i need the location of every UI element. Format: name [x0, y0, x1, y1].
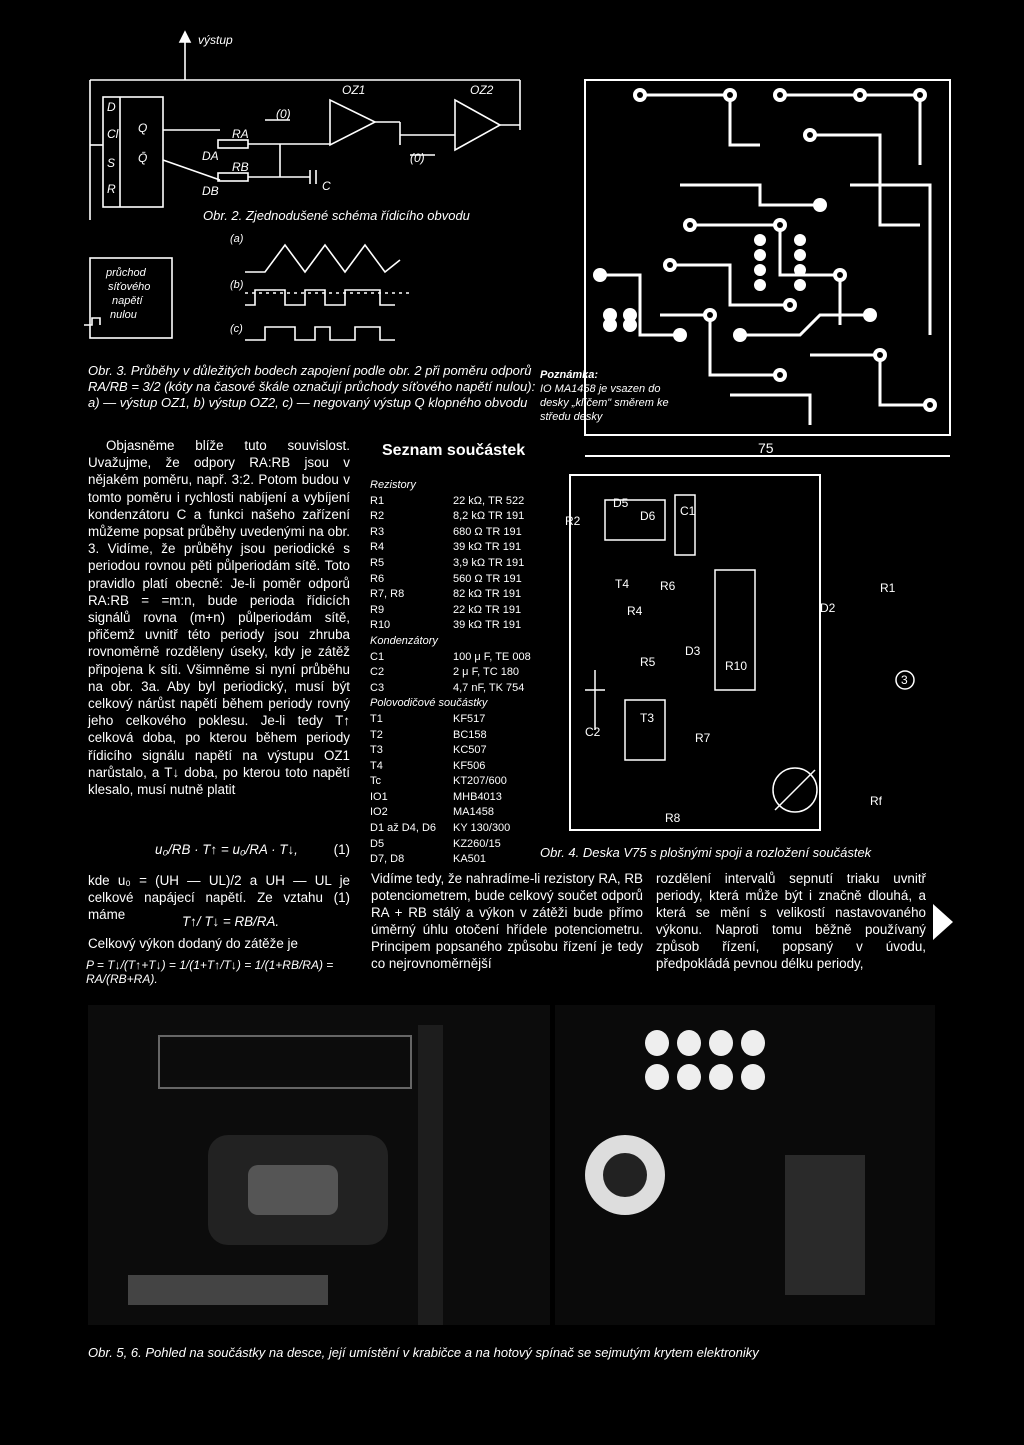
body-text: Objasněme blíže tuto souvislost. Uvažujme, že odpory RA:RB jsou v nějakém poměru, např. 3:2. Potom budou v tomto poměru i rychlosti nabíjení a vybíjení kondenzátoru C a funkci našeho zařízení můžeme popsat průběhy uvedenými na obr. 3. Vidíme, že průběhy jsou periodické s periodou rovnou pěti půlperiodám sítě. Toto pravidlo platí obecně: Je-li poměr odporů RA:RB = =m:n, bude perioda řídicích signálů rovna (m+n) půlperiodám sítě, přičemž uvnitř této periody jsou zhruba rovnoměrně rozděleny úseky, kdy je zátěž připojena k síti. Všimněme si nyní průběhu na obr. 3a. Aby byl periodický, musí být celkový nárůst napětí během periody rovný jeho celkového poklesu. Je-li tedy T↑ celková doba, po kterou během periody řídicího signálu napětí na výstupu OZ1 narůstalo, a T↓ doba, po kterou toto napětí klesalo, musí nutně platit: [88, 438, 350, 798]
parts-section-title: Rezistory: [370, 479, 416, 491]
layout-r1: R1: [880, 581, 896, 595]
fig3-trace-c: (c): [230, 323, 243, 335]
layout-c2: C2: [585, 725, 601, 739]
dimension-label: 75: [758, 440, 774, 456]
fig2-da: DA: [202, 149, 219, 163]
part-value: 39 kΩ TR 191: [453, 619, 522, 632]
layout-r4: R4: [627, 604, 643, 618]
part-designator: R5: [370, 556, 385, 569]
after-eq1: kde u₀ = (UH — UL)/2 a UH — UL je celkové napájecí napětí. Ze vztahu (1) máme: [88, 873, 350, 923]
layout-d3: D3: [685, 644, 701, 658]
parts-list-title: Seznam součástek: [382, 442, 526, 459]
part-value: 4,7 nF, TK 754: [453, 681, 525, 694]
part-value: KT207/600: [453, 775, 507, 788]
parts-list-row: [370, 852, 560, 868]
layout-r5: R5: [640, 655, 656, 669]
parts-list-row: [370, 509, 560, 525]
part-designator: C3: [370, 681, 385, 694]
fig2-zero-a: (0): [276, 107, 291, 121]
part-designator: Tc: [370, 775, 381, 788]
parts-list-row: [370, 728, 560, 744]
fig3-zc-4: nulou: [110, 309, 137, 321]
parts-section-title: Polovodičové součástky: [370, 697, 488, 710]
fig2-rb: RB: [232, 160, 249, 174]
parts-list-row: [370, 540, 560, 556]
fig3-zc-2: síťového: [108, 281, 151, 293]
part-value: 560 Ω TR 191: [453, 572, 522, 585]
fig2-oz2: OZ2: [470, 83, 494, 97]
parts-list-row: [370, 821, 560, 837]
part-designator: R3: [370, 525, 385, 538]
equation-1-number: (1): [333, 842, 350, 857]
pcb-note: [540, 368, 690, 424]
photo-board-left: [88, 1005, 550, 1325]
part-designator: T2: [370, 728, 383, 741]
part-value: BC158: [453, 728, 487, 741]
part-designator: R2: [370, 510, 385, 523]
part-value: KA501: [453, 853, 487, 866]
fig2-ff-r: R: [107, 182, 116, 196]
part-designator: T3: [370, 744, 383, 757]
part-value: 22 kΩ TR 191: [453, 603, 522, 616]
parts-list-row: [370, 681, 560, 697]
equation-2: T↑/ T↓ = RB/RA.: [182, 914, 280, 929]
fig2-ff-cl: Cl: [107, 127, 119, 141]
part-designator: R10: [370, 619, 391, 632]
parts-list-row: [370, 743, 560, 759]
column-2-text: Vidíme tedy, že nahradíme-li rezistory RA, RB potenciometrem, bude celkový součet odporů RA + RB stálý a výkon v zátěži bude přímo úměrný úhlu otočení hřídele potenciometru. Principem popsaného způsobu řízení je tedy co nejrovnoměrnější: [371, 871, 643, 971]
fig2-ra: RA: [232, 127, 249, 141]
continue-arrow-icon: [933, 904, 953, 940]
parts-list-row: [370, 759, 560, 775]
part-designator: R1: [370, 494, 385, 507]
part-value: 3,9 kΩ TR 191: [453, 556, 525, 569]
parts-list-row: [370, 525, 560, 541]
fig2-zero-b: (0): [410, 151, 425, 165]
part-designator: IO2: [370, 806, 388, 819]
equation-1: [90, 842, 350, 857]
parts-list-row: [370, 805, 560, 821]
layout-r7: R7: [695, 731, 711, 745]
body-paragraph: [88, 437, 350, 798]
part-value: KC507: [453, 744, 487, 757]
fig2-ff-s: S: [107, 156, 116, 170]
photo-finished-switch: [555, 1005, 935, 1325]
fig2-ff-d: D: [107, 100, 116, 114]
parts-list-row: [370, 494, 560, 510]
figure-2-schematic: [80, 30, 550, 235]
part-value: KZ260/15: [453, 837, 501, 850]
parts-list-row: [370, 774, 560, 790]
fig3-zc-3: napětí: [112, 295, 143, 307]
layout-rf: Rf: [870, 794, 882, 808]
equation-1-text: u₀/RB · T↑ = u₀/RA · T↓,: [155, 842, 298, 857]
fig3-caption: Obr. 3. Průběhy v důležitých bodech zapojení podle obr. 2 při poměru odporů RA/RB = 3/2 (kóty na časové škále označují průchody síťového napětí nulou): a) — výstup OZ1, b) výstup OZ2, c) — negovaný výstup Q klopného obvodu: [88, 363, 536, 410]
layout-t4: T4: [615, 577, 630, 591]
part-designator: C2: [370, 666, 385, 679]
layout-r2: R2: [565, 514, 581, 528]
part-value: 680 Ω TR 191: [453, 525, 522, 538]
parts-list-row: [370, 587, 560, 603]
part-designator: D5: [370, 837, 385, 850]
fig3-trace-a: (a): [230, 233, 244, 245]
part-value: 2 μ F, TC 180: [453, 666, 520, 679]
fig2-qbar: Q̄: [138, 151, 148, 165]
part-value: 22 kΩ, TR 522: [453, 494, 525, 507]
part-designator: R9: [370, 603, 385, 616]
parts-list-row: [370, 650, 560, 666]
part-value: MHB4013: [453, 790, 502, 803]
parts-list-row: [370, 665, 560, 681]
fig2-caption: Obr. 2. Zjednodušené schéma řídicího obvodu: [203, 208, 470, 223]
part-designator: IO1: [370, 790, 388, 803]
parts-list-row: [370, 790, 560, 806]
parts-list-row: [370, 618, 560, 634]
part-value: 8,2 kΩ TR 191: [453, 510, 525, 523]
power-line: Celkový výkon dodaný do zátěže je: [88, 936, 298, 951]
equation-3: P = T↓/(T↑+T↓) = 1/(1+T↑/T↓) = 1/(1+RB/RA) = RA/(RB+RA).: [86, 958, 334, 986]
layout-pin3: 3: [901, 673, 908, 687]
pcb-note-text: IO MA1458 je vsazen do desky „klíčem" směrem ke středu desky: [540, 383, 669, 423]
part-designator: C1: [370, 650, 385, 663]
part-designator: D7, D8: [370, 853, 405, 866]
part-value: KF506: [453, 759, 486, 772]
fig2-q: Q: [138, 121, 148, 135]
layout-d2: D2: [820, 601, 836, 615]
fig4-caption: Obr. 4. Deska V75 s plošnými spoji a rozložení součástek: [540, 845, 872, 860]
part-designator: T1: [370, 712, 383, 725]
part-designator: D1 až D4, D6: [370, 822, 437, 835]
parts-list: [370, 478, 560, 868]
parts-list-row: [370, 837, 560, 853]
layout-r10: R10: [725, 659, 748, 673]
layout-r6: R6: [660, 579, 676, 593]
parts-list-row: [370, 556, 560, 572]
part-value: KF517: [453, 712, 486, 725]
part-value: 39 kΩ TR 191: [453, 541, 522, 554]
fig3-trace-b: (b): [230, 279, 244, 291]
parts-list-row: [370, 712, 560, 728]
layout-d5: D5: [613, 496, 629, 510]
fig2-oz1: OZ1: [342, 83, 366, 97]
part-value: KY 130/300: [453, 822, 511, 835]
part-designator: T4: [370, 759, 383, 772]
layout-c1: C1: [680, 504, 696, 518]
layout-d6: D6: [640, 509, 656, 523]
layout-t3: T3: [640, 711, 655, 725]
part-value: 82 kΩ TR 191: [453, 588, 522, 601]
part-designator: R4: [370, 541, 385, 554]
part-value: MA1458: [453, 806, 494, 819]
component-layout: [565, 470, 965, 840]
layout-r8: R8: [665, 811, 681, 825]
fig2-output-label: výstup: [198, 33, 233, 47]
fig3-zc-1: průchod: [106, 267, 146, 279]
part-designator: R6: [370, 572, 385, 585]
parts-section-title: Kondenzátory: [370, 634, 438, 647]
photo-caption: Obr. 5, 6. Pohled na součástky na desce, její umístění v krabičce a na hotový spínač se sejmutým krytem elektroniky: [88, 1345, 759, 1360]
figure-3-waveforms: [80, 230, 440, 360]
part-designator: R7, R8: [370, 588, 405, 601]
part-value: 100 μ F, TE 008: [453, 650, 531, 663]
fig2-c: C: [322, 179, 331, 193]
parts-list-row: [370, 603, 560, 619]
fig2-db: DB: [202, 184, 219, 198]
pcb-note-title: Poznámka:: [540, 369, 599, 381]
parts-list-row: [370, 572, 560, 588]
column-3-text: rozdělení intervalů sepnutí triaku uvnitř periody, která může být i značně dlouhá, a která se mění s velikostí nastavovaného výkonu. Naproti tomu běžně používaný způsob řízení, popsaný v úvodu, předpokládá pevnou délku periody,: [656, 871, 926, 971]
